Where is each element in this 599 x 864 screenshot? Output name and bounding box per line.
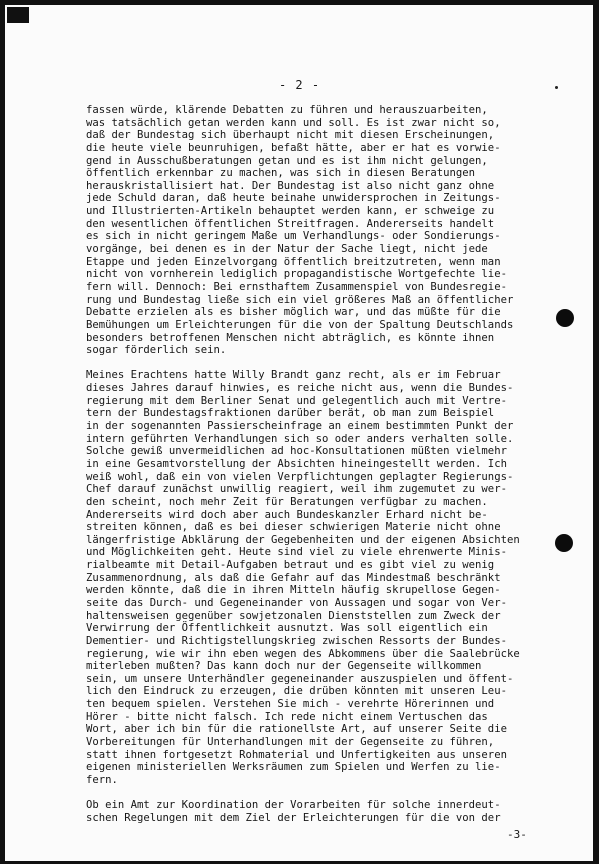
scan-speck [555, 86, 558, 89]
text-line: eigenen ministeriellen Werksräumen zum Spielen und Werfen zu lie- [86, 761, 501, 774]
text-line: rialbeamte mit Detail-Aufgaben betraut und es gibt viel zu wenig [86, 559, 495, 572]
text-line: Verwirrung der Öffentlichkeit ausnutzt. Was soll eigentlich ein [86, 622, 488, 635]
text-line: Solche gewiß unvermeidlichen ad hoc-Konsultationen müßten vielmehr [86, 445, 507, 458]
text-line: nicht von vornherein lediglich propagandistische Wortgefechte lie- [86, 268, 507, 281]
text-line: sein, um unsere Unterhändler gegeneinander auszuspielen und öffent- [86, 672, 514, 685]
text-line: Dementier- und Richtigstellungskrieg zwischen Ressorts der Bundes- [86, 634, 507, 647]
text-line: was tatsächlich getan werden kann und soll. Es ist zwar nicht so, [86, 116, 501, 129]
text-line: lich den Eindruck zu erzeugen, die drüben könnten mit unseren Leu- [86, 685, 507, 698]
text-line: öffentlich erkennbar zu machen, was sich in diesen Beratungen [86, 167, 476, 180]
document-body [86, 104, 586, 825]
text-line: Hörer - bitte nicht falsch. Ich rede nicht einem Vertuschen das [86, 710, 488, 723]
text-line: werden könnte, daß die in ihren Mitteln häufig skrupellose Gegen- [86, 584, 501, 597]
text-line: haltensweisen gegenüber sowjetzonalen Dienststellen zum Zweck der [86, 609, 501, 622]
punch-hole-lower [555, 534, 573, 552]
text-line: und Möglichkeiten geht. Heute sind viel zu viele ehrenwerte Minis- [86, 546, 507, 559]
text-line: den scheint, noch mehr Zeit für Beratungen verfügbar zu machen. [86, 495, 488, 508]
text-line: besonders betroffenen Menschen nicht abträglich, es könnte ihnen [86, 331, 495, 344]
text-line: fern will. Dennoch: Bei ernsthaftem Zusammenspiel von Bundesregie- [86, 280, 507, 293]
text-line: und Illustrierten-Artikeln behauptet werden kann, er schweige zu [86, 205, 495, 218]
next-page-marker: -3- [507, 828, 527, 841]
text-line: seite das Durch- und Gegeneinander von Aussagen und sogar von Ver- [86, 596, 507, 609]
text-line: regierung, wie wir ihn eben wegen des Abkommens über die Saalebrücke [86, 647, 520, 660]
text-line: tern der Bundestagsfraktionen darüber berät, ob man zum Beispiel [86, 407, 495, 420]
text-line: den wesentlichen öffentlichen Streitfragen. Andererseits handelt [86, 217, 495, 230]
text-line: Chef darauf zunächst unwillig reagiert, weil ihm zugemutet zu wer- [86, 483, 507, 496]
text-line: sogar förderlich sein. [86, 344, 227, 357]
text-line: fassen würde, klärende Debatten zu führen und herauszuarbeiten, [86, 104, 488, 116]
text-line: weiß wohl, daß ein von vielen Verpflichtungen geplagter Regierungs- [86, 470, 514, 483]
text-line: jede Schuld daran, daß heute beinahe unwidersprochen in Zeitungs- [86, 192, 501, 205]
text-line: Zusammenordnung, als daß die Gefahr auf das Mindestmaß beschränkt [86, 571, 501, 584]
text-line: längerfristige Abklärung der Gegebenheiten und der eigenen Absichten [86, 533, 520, 546]
text-line: Vorbereitungen für Unterhandlungen mit der Gegenseite zu führen, [86, 736, 495, 749]
paragraph-gap [86, 787, 586, 800]
text-line: ten bequem spielen. Verstehen Sie mich - verehrte Hörerinnen und [86, 698, 495, 711]
paragraph-gap [86, 357, 586, 370]
text-line: Wort, aber ich bin für die rationellste Art, auf unserer Seite die [86, 723, 507, 736]
text-line: gend in Ausschußberatungen getan und es ist ihm nicht gelungen, [86, 154, 488, 167]
text-line: dieses Jahres darauf hinwies, es reiche nicht aus, wenn die Bundes- [86, 382, 514, 395]
text-line: streiten können, daß es bei dieser schwierigen Materie nicht ohne [86, 521, 501, 534]
text-line: Meines Erachtens hatte Willy Brandt ganz recht, als er im Februar [86, 369, 501, 382]
text-line: es sich in nicht geringem Maße um Verhandlungs- oder Sondierungs- [86, 230, 501, 243]
text-line: in der sogenannten Passierscheinfrage an einem bestimmten Punkt der [86, 420, 514, 433]
text-line: vorgänge, bei denen es in der Natur der Sache liegt, nicht jede [86, 243, 488, 256]
page-number: - 2 - [278, 78, 321, 92]
text-line: die heute viele beunruhigen, befaßt hätte, aber er hat es vorwie- [86, 141, 501, 154]
text-line: rung und Bundestag ließe sich ein viel größeres Maß an öffentlicher [86, 293, 514, 306]
text-line: statt ihnen fortgesetzt Rohmaterial und Unfertigkeiten aus unseren [86, 748, 507, 761]
text-line: daß der Bundestag sich überhaupt nicht mit diesen Erscheinungen, [86, 129, 495, 142]
punch-hole-upper [556, 309, 574, 327]
text-line: regierung mit dem Berliner Senat und gelegentlich auch mit Vertre- [86, 394, 507, 407]
text-line: Debatte erzielen als es bisher möglich war, und das müßte für die [86, 306, 501, 319]
text-line: Bemühungen um Erleichterungen für die von der Spaltung Deutschlands [86, 318, 514, 331]
text-line: miterleben mußten? Das kann doch nur der Gegenseite willkommen [86, 660, 482, 673]
text-line: fern. [86, 773, 118, 786]
text-line: schen Regelungen mit dem Ziel der Erleichterungen für die von der [86, 811, 501, 824]
scan-corner-mark [7, 7, 29, 23]
text-line: Andererseits wird doch aber auch Bundeskanzler Erhard nicht be- [86, 508, 488, 521]
text-line: intern geführten Verhandlungen sich so oder anders verhalten solle. [86, 432, 514, 445]
text-line: Etappe und jeden Einzelvorgang öffentlich breitzutreten, wenn man [86, 255, 501, 268]
text-line: in eine Gesamtvorstellung der Absichten hineingestellt werden. Ich [86, 457, 507, 470]
text-line: Ob ein Amt zur Koordination der Vorarbeiten für solche innerdeut- [86, 799, 501, 812]
text-line: herauskristallisiert hat. Der Bundestag ist also nicht ganz ohne [86, 179, 495, 192]
